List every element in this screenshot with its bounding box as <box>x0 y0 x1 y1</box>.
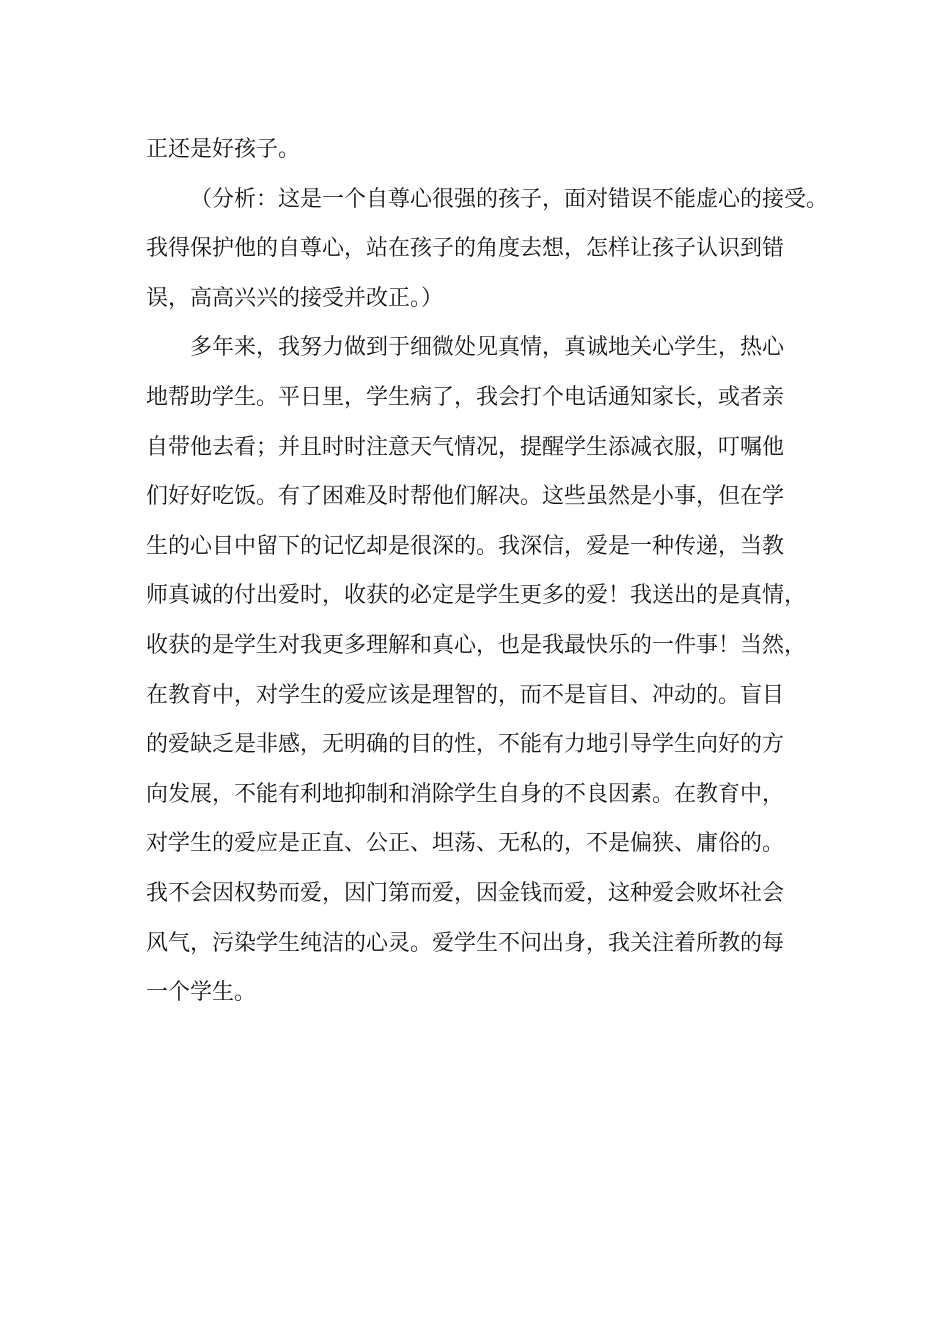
text-line: 生的心目中留下的记忆却是很深的。我深信，爱是一种传递，当教 <box>146 533 785 559</box>
text-line: 误，高高兴兴的接受并改正。） <box>146 285 444 311</box>
text-line: 在教育中，对学生的爱应该是理智的，而不是盲目、冲动的。盲目 <box>146 682 785 708</box>
document-body <box>146 125 836 1018</box>
text-line: 风气，污染学生纯洁的心灵。爱学生不问出身，我关注着所教的每 <box>146 930 785 956</box>
paragraph-start-line: （分析：这是一个自尊心很强的孩子，面对错误不能虚心的接受。 <box>190 186 829 212</box>
paragraph-start-line: 多年来，我努力做到于细微处见真情，真诚地关心学生，热心 <box>190 335 785 361</box>
text-line: 师真诚的付出爱时，收获的必定是学生更多的爱！我送出的是真情， <box>146 583 807 609</box>
text-line: 们好好吃饭。有了困难及时帮他们解决。这些虽然是小事，但在学 <box>146 484 785 510</box>
text-line: 向发展，不能有利地抑制和消除学生自身的不良因素。在教育中， <box>146 781 785 807</box>
text-line: 一个学生。 <box>146 980 257 1006</box>
text-line: 我不会因权势而爱，因门第而爱，因金钱而爱，这种爱会败坏社会 <box>146 880 785 906</box>
text-line: 地帮助学生。平日里，学生病了，我会打个电话通知家长，或者亲 <box>146 384 785 410</box>
text-line: 收获的是学生对我更多理解和真心，也是我最快乐的一件事！当然， <box>146 632 807 658</box>
text-line: 自带他去看；并且时时注意天气情况，提醒学生添减衣服，叮嘱他 <box>146 434 785 460</box>
text-line: 我得保护他的自尊心，站在孩子的角度去想，怎样让孩子认识到错 <box>146 236 785 262</box>
text-line: 正还是好孩子。 <box>146 137 301 162</box>
text-line: 的爱缺乏是非感，无明确的目的性，不能有力地引导学生向好的方 <box>146 732 785 758</box>
text-line: 对学生的爱应是正直、公正、坦荡、无私的，不是偏狭、庸俗的。 <box>146 831 785 857</box>
